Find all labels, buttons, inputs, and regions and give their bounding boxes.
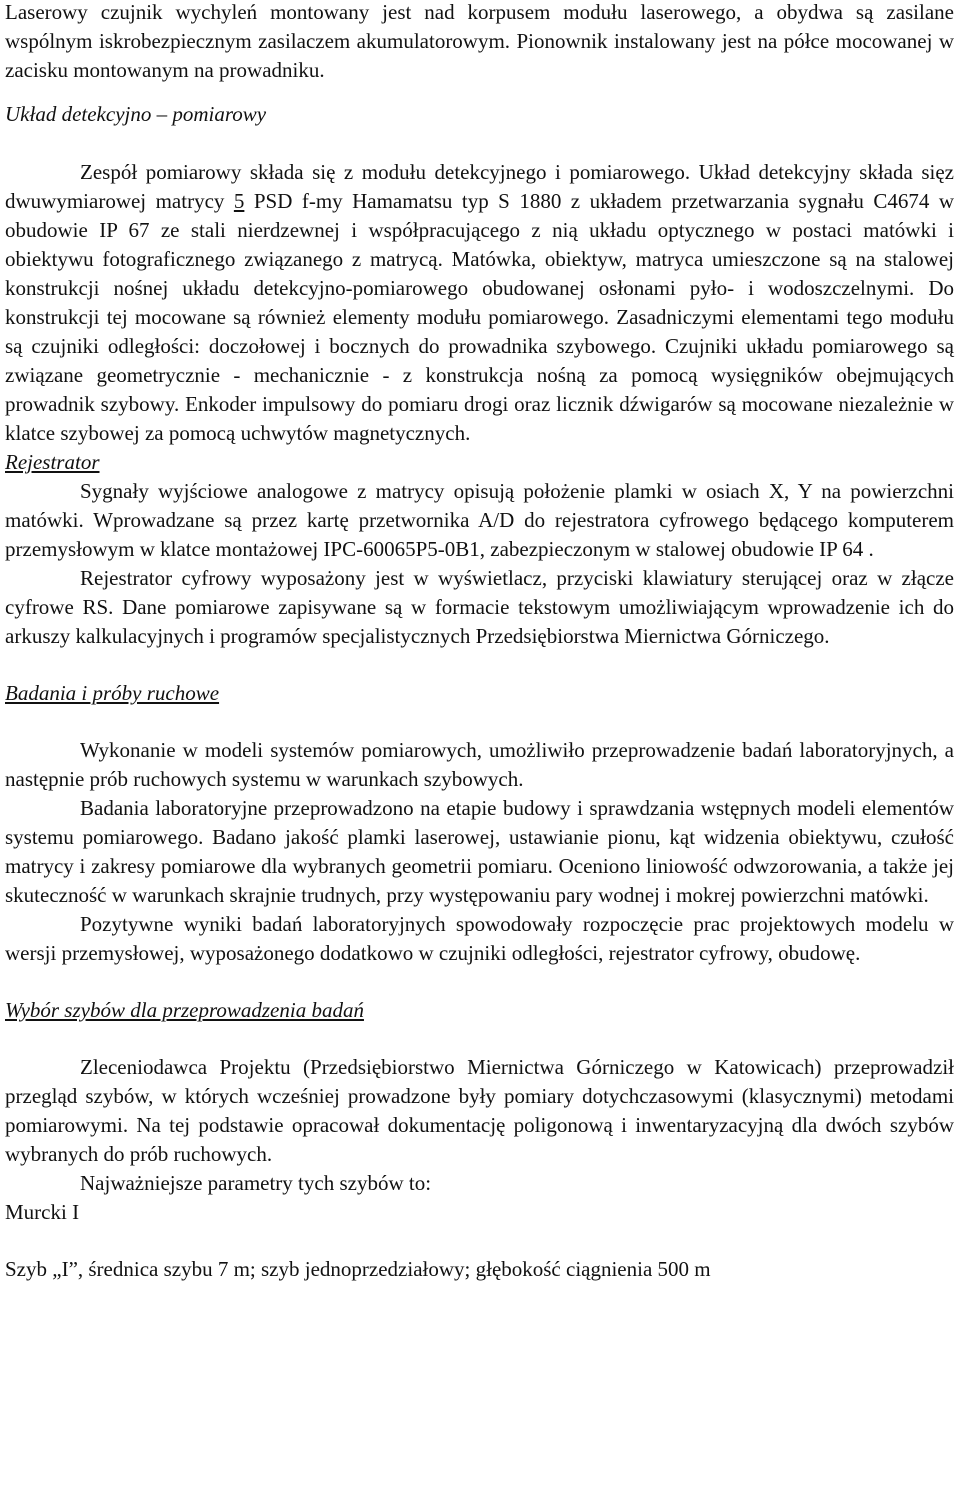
mine-name: Murcki I — [5, 1200, 80, 1224]
uklad-underlined-number: 5 — [233, 189, 245, 213]
spacer — [5, 708, 954, 736]
section-heading-wybor: Wybór szybów dla przeprowadzenia badań — [5, 998, 364, 1022]
spacer — [5, 968, 954, 996]
section-heading-uklad: Układ detekcyjno – pomiarowy — [5, 102, 267, 126]
badania-paragraph-1: Wykonanie w modeli systemów pomiarowych, umożliwiło przeprowadzenie badań laboratoryjnych, a następnie prób ruchowych systemu w warunkach szybowych. — [5, 738, 954, 791]
rejestrator-paragraph-2: Rejestrator cyfrowy wyposażony jest w wyświetlacz, przyciski klawiatury sterującej oraz w złącze cyfrowe RS. Dane pomiarowe zapisywane są w formacie tekstowym umożliwiającym wprowadzenie ich do arkuszy kalkulacyjnych i programów specjalistycznych Przedsiębiorstwa Miernictwa Górniczego. — [5, 566, 954, 648]
uklad-text-part2: PSD f-my Hamamatsu typ S 1880 z układem przetwarzania sygnału C4674 w obudowie IP 67 ze stali nierdzewnej i współpracującego z nią układu optycznego w postaci matówki i obiektywu fotograficznego związanego z matrycą. Matówka, obiektyw, matryca umieszczone są na stalowej konstrukcji nośnej układu detekcyjno-pomiarowego obudowanej osłonami pyło- i wodoszczelnymi. Do konstrukcji tej mocowane są również elementy modułu pomiarowego. Zasadniczymi elementami tego modułu są czujniki odległości: doczołowej i bocznych do prowadnika szybowego. Czujniki układu pomiarowego są związane geometrycznie - mechanicznie - z konstrukcja nośną za pomocą wysięgników obejmujących prowadnik szybowy. Enkoder impulsowy do pomiaru drogi oraz licznik dźwigarów są mocowane niezależnie w klatce szybowej za pomocą uchwytów magnetycznych. — [5, 189, 954, 445]
rejestrator-paragraph-1: Sygnały wyjściowe analogowe z matrycy opisują położenie plamki w osiach X, Y na powierzchni matówki. Wprowadzane są przez kartę przetwornika A/D do rejestratora cyfrowego będącego komputerem przemysłowym w klatce montażowej IPC-60065P5-0B1, zabezpieczonym w stalowej obudowie IP 64 . — [5, 479, 954, 561]
intro-paragraph: Laserowy czujnik wychyleń montowany jest nad korpusem modułu laserowego, a obydwa są zasilane wspólnym iskrobezpiecznym zasilaczem akumulatorowym. Pionownik instalowany jest na półce mocowanej w zacisku montowanym na prowadniku. — [5, 0, 954, 82]
spacer — [5, 1227, 954, 1255]
section-heading-rejestrator: Rejestrator — [5, 450, 100, 474]
badania-paragraph-3: Pozytywne wyniki badań laboratoryjnych spowodowały rozpoczęcie prac projektowych modelu w wersji przemysłowej, wyposażonego dodatkowo w czujniki odległości, rejestrator cyfrowy, obudowę. — [5, 912, 954, 965]
wybor-paragraph-1: Zleceniodawca Projektu (Przedsiębiorstwo Miernictwa Górniczego w Katowicach) przeprowadził przegląd szybów, w których wcześniej prowadzone były pomiary dotychczasowymi (klasycznymi) metodami pomiarowymi. Na tej podstawie opracował dokumentację poligonową i inwentaryzacyjną dla dwóch szybów wybranych do prób ruchowych. — [5, 1055, 954, 1166]
section-heading-badania: Badania i próby ruchowe — [5, 681, 220, 705]
shaft-parameters: Szyb „I”, średnica szybu 7 m; szyb jednoprzedziałowy; głębokość ciągnienia 500 m — [5, 1257, 711, 1281]
spacer — [5, 129, 954, 158]
uklad-text-part1: Zespół pomiarowy składa się z modułu detekcyjnego i pomiarowego. Układ detekcyjny składa sięz dwuwymiarowej matrycy — [5, 160, 954, 213]
uklad-paragraph — [5, 158, 954, 448]
spacer — [5, 1025, 954, 1053]
spacer — [5, 651, 954, 679]
wybor-paragraph-2: Najważniejsze parametry tych szybów to: — [80, 1171, 432, 1195]
badania-paragraph-2: Badania laboratoryjne przeprowadzono na etapie budowy i sprawdzania wstępnych modeli elementów systemu pomiarowego. Badano jakość plamki laserowej, ustawianie pionu, kąt widzenia obiektywu, czułość matrycy i zakresy pomiarowe dla wybranych geometrii pomiaru. Oceniono liniowość odwzorowania, a także jej skuteczność w warunkach skrajnie trudnych, przy występowaniu pary wodnej i mokrej powierzchni matówki. — [5, 796, 954, 907]
